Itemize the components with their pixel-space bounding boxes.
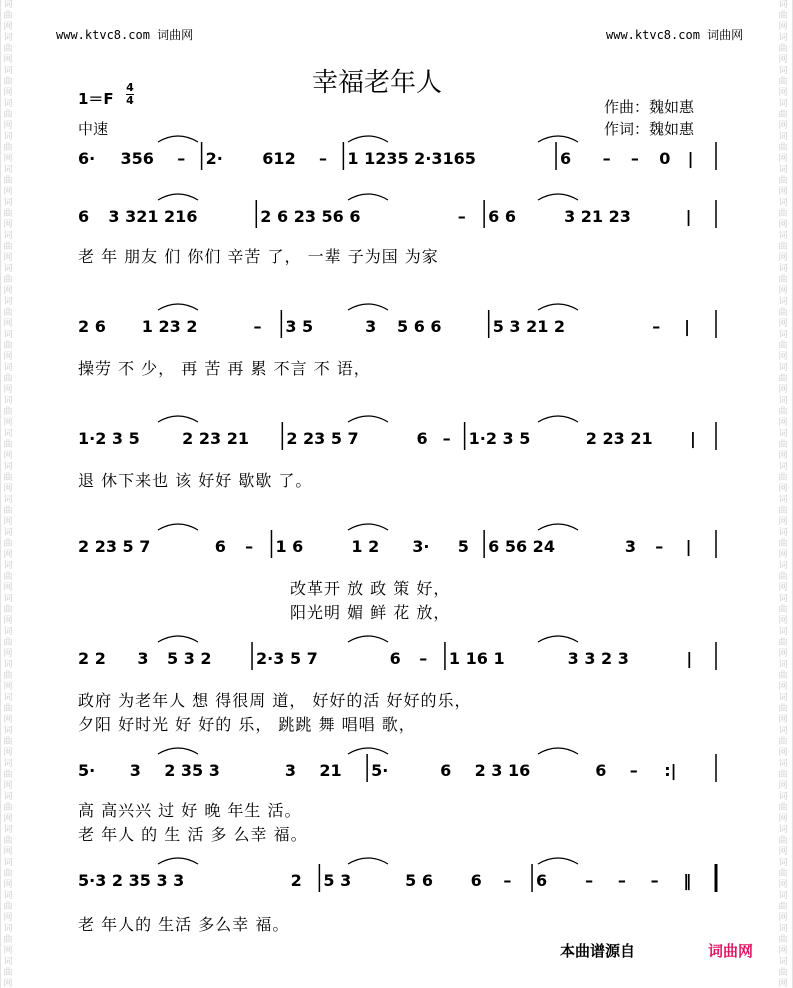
watermark-right: 词曲网 词曲网 词曲网 词曲网 词曲网 词曲网 词曲网 词曲网 词曲网 词曲网 词曲网 词曲网 词曲网 词曲网 词曲网 词曲网 词曲网 词曲网 词曲网 词曲网 词曲网 词曲网 词曲网 词曲网 词曲网 词曲网 词曲网 词曲网 词曲网 词曲网 [778,0,788,988]
source-brand-link[interactable]: 词曲网 [708,942,754,960]
score-token-0-6: 1 1235 2·3165 [347,149,476,168]
slur-arc [158,636,198,642]
slur-arc [348,858,388,864]
score-token-1-0: 6 [78,207,90,226]
watermark-left: 词曲网 词曲网 词曲网 词曲网 词曲网 词曲网 词曲网 词曲网 词曲网 词曲网 词曲网 词曲网 词曲网 词曲网 词曲网 词曲网 词曲网 词曲网 词曲网 词曲网 词曲网 词曲网 词曲网 词曲网 词曲网 词曲网 词曲网 词曲网 词曲网 词曲网 [3,0,13,988]
score-token-2-6: 5 3 21 2 [492,317,566,336]
site-url-left[interactable]: www.ktvc8.com 词曲网 [56,28,194,42]
lyric-line-6a: 高 高兴兴 过 好 晚 年生 活。 [78,801,302,820]
score-token-5-5: – [419,649,428,668]
score-token-7-4: 6 [470,871,482,890]
lyric-line-7: 老 年人的 生活 多么幸 福。 [78,915,290,934]
song-title: 幸福老年人 [312,68,443,98]
score-token-0-2: – [177,149,186,168]
score-token-6-7: 2 3 16 [474,761,531,780]
time-denominator: 4 [126,94,134,107]
slur-arc [158,136,198,142]
score-token-1-1: 3 321 216 [108,207,198,226]
score-token-3-1: 2 23 21 [182,429,249,448]
score-token-2-0: 2 6 [78,317,106,336]
score-token-2-8: | [684,317,690,336]
score-token-3-5: 1·2 3 5 [468,429,531,448]
score-token-6-2: 2 35 3 [164,761,220,780]
score-token-7-5: – [503,871,512,890]
source-note: 本曲谱源自 [560,942,636,960]
key-signature: 1＝F [78,90,114,108]
slur-arc [538,858,578,864]
score-token-4-9: – [655,537,664,556]
slur-arc [348,304,388,310]
slur-arc [348,636,388,642]
score-token-6-10: :| [664,761,677,780]
slur-arc [538,524,578,530]
score-token-4-10: | [685,537,692,556]
score-token-4-1: 6 [214,537,226,556]
score-token-7-10: ‖ [683,871,692,890]
score-token-0-8: – [602,149,611,168]
score-token-1-4: 6 6 [488,207,516,226]
score-token-4-7: 6 56 24 [488,537,555,556]
score-token-4-3: 1 6 [275,537,304,556]
score-token-6-3: 3 [284,761,297,780]
score-token-6-1: 3 [129,761,141,780]
score-token-3-6: 2 23 21 [585,429,653,448]
slur-arc [348,416,388,422]
score-token-0-9: – [630,149,639,168]
slur-arc [158,748,198,754]
tempo-mark: 中速 [78,120,109,138]
score-token-0-4: 612 [262,149,296,168]
score-token-4-6: 5 [457,537,469,556]
score-token-5-6: 1 16 1 [448,649,505,668]
score-token-1-5: 3 21 23 [564,207,631,226]
slur-arc [158,524,198,530]
site-url-right[interactable]: www.ktvc8.com 词曲网 [606,28,744,42]
score-token-5-2: 5 3 2 [167,649,212,668]
score-token-4-5: 3· [412,537,430,556]
lyric-line-3: 退 休下来也 该 好好 歇歇 了。 [78,471,313,490]
score-token-1-2: 2 6 23 56 6 [260,207,361,226]
composer-credit: 作曲：魏如惠 [604,98,695,116]
score-token-3-2: 2 23 5 7 [286,429,359,448]
score-token-2-2: – [253,317,262,336]
score-token-0-3: 2· [205,149,223,168]
score-token-7-7: – [585,871,594,890]
score-token-6-9: – [629,761,638,780]
score-token-6-6: 6 [440,761,452,780]
score-token-2-4: 3 [365,317,377,336]
score-token-4-4: 1 2 [351,537,380,556]
score-token-2-3: 3 5 [285,317,314,336]
score-token-6-8: 6 [595,761,607,780]
score-token-6-0: 5· [78,761,96,780]
score-token-3-4: – [442,429,451,448]
score-token-6-5: 5· [371,761,389,780]
score-token-4-8: 3 [624,537,636,556]
score-token-7-3: 5 6 [405,871,434,890]
slur-arc [538,194,578,200]
score-token-0-5: – [319,149,328,168]
lyric-line-4b: 阳光明 媚 鲜 花 放， [290,603,451,622]
slur-arc [348,748,388,754]
lyric-line-1: 老 年 朋友 们 你们 辛苦 了， 一辈 子为国 为家 [78,247,439,266]
score-token-0-0: 6· [78,149,96,168]
time-numerator: 4 [126,81,134,94]
slur-arc [538,748,578,754]
score-token-5-1: 3 [137,649,149,668]
slur-arc [348,524,388,530]
score-token-7-8: – [617,871,626,890]
slur-arc [538,636,578,642]
score-token-5-8: | [686,649,693,668]
slur-arc [348,136,388,142]
slur-arc [538,304,578,310]
score-token-7-6: 6 [536,871,548,890]
score-token-7-2: 5 3 [323,871,352,890]
score-token-2-1: 1 23 2 [141,317,198,336]
lyric-line-2: 操劳 不 少， 再 苦 再 累 不言 不 语， [78,359,371,378]
score-token-5-4: 6 [389,649,401,668]
slur-arc [158,416,198,422]
score-token-2-5: 5 6 6 [397,317,442,336]
lyric-line-6b: 老 年人 的 生 活 多 么幸 福。 [78,825,308,844]
score-token-4-0: 2 23 5 7 [78,537,151,556]
slur-arc [158,304,198,310]
score-token-0-10: 0 [659,149,671,168]
slur-arc [348,194,388,200]
slur-arc [158,858,198,864]
score-token-4-2: – [245,537,254,556]
score-token-0-1: 356 [120,149,154,168]
score-token-2-7: – [652,317,661,336]
lyric-line-4a: 改革开 放 政 策 好， [290,579,451,598]
lyric-line-5b: 夕阳 好时光 好 好的 乐， 跳跳 舞 唱唱 歌， [78,715,416,734]
score-token-5-3: 2·3 5 7 [256,649,318,668]
score-token-7-1: 2 [290,871,302,890]
score-token-6-4: 21 [319,761,342,780]
score-token-1-6: | [685,207,692,226]
score-token-5-0: 2 2 [78,649,106,668]
score-token-7-0: 5·3 2 35 3 3 [78,871,185,890]
score-token-7-9: – [650,871,659,890]
score-token-3-0: 1·2 3 5 [78,429,140,448]
lyricist-credit: 作词：魏如惠 [604,120,695,138]
slur-arc [538,136,578,142]
score-token-0-7: 6 [560,149,572,168]
slur-arc [158,194,198,200]
score-token-0-11: | [687,149,694,168]
score-token-5-7: 3 3 2 3 [567,649,629,668]
score-token-1-3: – [457,207,466,226]
score-token-3-7: | [689,429,696,448]
lyric-line-5a: 政府 为老年人 想 得很周 道， 好好的活 好好的乐， [78,691,472,710]
slur-arc [538,416,578,422]
score-token-3-3: 6 [416,429,428,448]
